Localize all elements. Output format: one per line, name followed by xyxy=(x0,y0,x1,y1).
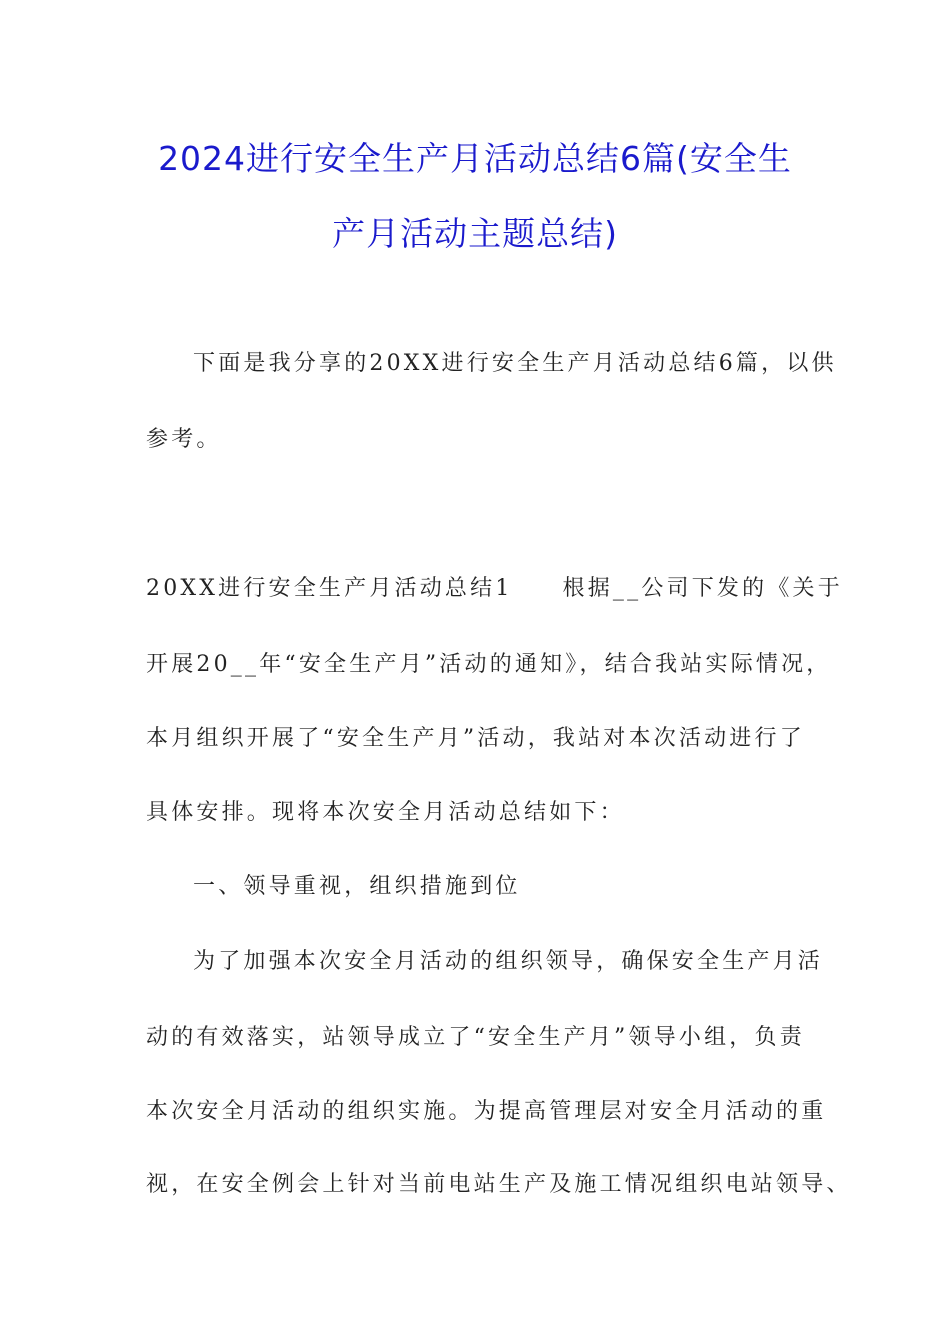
intro-line-2: 参考。 xyxy=(146,427,222,452)
document-title-line-1: 2024进行安全生产月活动总结6篇(安全生 xyxy=(158,139,792,178)
para1-line-1: 为了加强本次安全月活动的组织领导，确保安全生产月活 xyxy=(193,949,824,974)
section1-line-3: 本月组织开展了“安全生产月”活动，我站对本次活动进行了 xyxy=(146,726,805,751)
section1-line-2: 开展20__年“安全生产月”活动的通知》，结合我站实际情况， xyxy=(146,652,832,677)
section1-heading: 20XX进行安全生产月活动总结1 xyxy=(146,576,513,601)
section1-first-line xyxy=(146,571,843,602)
subheading-1: 一、领导重视，组织措施到位 xyxy=(193,874,521,899)
section1-line-4: 具体安排。现将本次安全月活动总结如下： xyxy=(146,800,625,825)
document-title-line-2: 产月活动主题总结) xyxy=(332,214,618,253)
intro-line-1: 下面是我分享的20XX进行安全生产月活动总结6篇，以供 xyxy=(193,351,837,376)
para1-line-2: 动的有效落实，站领导成立了“安全生产月”领导小组，负责 xyxy=(146,1025,805,1050)
section1-line-1-text: 根据__公司下发的《关于 xyxy=(562,576,843,601)
para1-line-4: 视，在安全例会上针对当前电站生产及施工情况组织电站领导、 xyxy=(146,1172,852,1197)
para1-line-3: 本次安全月活动的组织实施。为提高管理层对安全月活动的重 xyxy=(146,1099,827,1124)
